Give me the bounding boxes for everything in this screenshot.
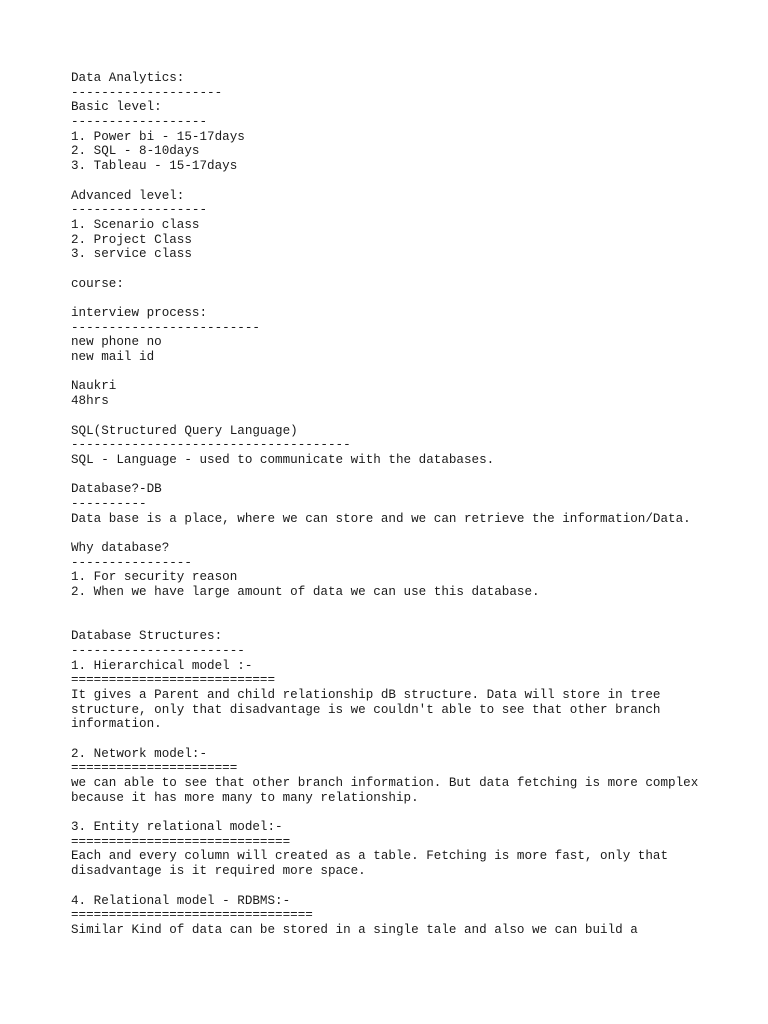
text-line: SQL(Structured Query Language) [71,423,298,438]
text-line: course: [71,276,124,291]
blank-line [71,732,751,747]
text-line: ---------------- [71,555,192,570]
blank-line [71,365,751,380]
text-line: 4. Relational model - RDBMS:- [71,893,291,908]
blank-line [71,600,751,615]
text-line: =========================== [71,673,276,688]
text-line: 1. Scenario class [71,217,200,232]
text-line: new phone no [71,335,162,350]
text-line: Why database? [71,541,170,555]
text-line: ---------- [71,496,147,511]
text-line: ============================= [71,834,291,849]
text-line: Similar Kind of data can be stored in a single tale and also we can build a [71,922,638,937]
blank-line [71,879,751,894]
text-line: we can able to see that other branch information. But data fetching is more complex [71,776,699,790]
document-body [71,71,751,938]
text-line: Database?-DB [71,482,162,497]
text-line: SQL - Language - used to communicate with the databases. [71,452,495,467]
text-line: because it has more many to many relationship. [71,790,419,805]
text-line: -------------------- [71,85,223,100]
text-line: Advanced level: [71,188,185,203]
text-line: Data Analytics: [71,71,185,85]
blank-line [71,526,751,541]
text-line: 2. SQL - 8-10days [71,144,200,159]
text-line: Naukri [71,379,117,394]
text-line: new mail id [71,350,155,365]
text-line: 3. Entity relational model:- [71,820,283,835]
text-line: ================================ [71,908,313,923]
blank-line [71,262,751,277]
text-line: 2. Network model:- [71,746,208,761]
text-line: 1. Hierarchical model :- [71,658,253,673]
text-line: 3. service class [71,247,192,262]
text-line: Each and every column will created as a table. Fetching is more fast, only that [71,849,669,864]
text-line: Basic level: [71,100,162,115]
text-line: ------------------ [71,115,208,130]
text-line: structure, only that disadvantage is we couldn't able to see that other branch [71,702,661,717]
text-line: interview process: [71,306,208,320]
blank-line [71,614,751,629]
text-line: 1. Power bi - 15-17days [71,129,245,144]
blank-line [71,468,751,483]
blank-line [71,291,751,306]
text-line: disadvantage is it required more space. [71,864,366,879]
text-line: 1. For security reason [71,570,238,585]
blank-line [71,409,751,424]
text-line: ----------------------- [71,643,245,658]
text-line: 2. Project Class [71,232,192,247]
text-line: Database Structures: [71,629,223,644]
text-line: It gives a Parent and child relationship dB structure. Data will store in tree [71,687,661,702]
text-line: 2. When we have large amount of data we can use this database. [71,585,540,600]
text-line: ------------------------- [71,320,260,335]
blank-line [71,805,751,820]
blank-line [71,174,751,189]
text-line: information. [71,717,162,732]
text-line: 48hrs [71,394,109,409]
text-line: ====================== [71,761,238,776]
text-line: 3. Tableau - 15-17days [71,159,238,174]
text-line: ------------------------------------- [71,438,351,453]
text-line: Data base is a place, where we can store and we can retrieve the information/Data. [71,511,691,526]
text-line: ------------------ [71,203,208,218]
